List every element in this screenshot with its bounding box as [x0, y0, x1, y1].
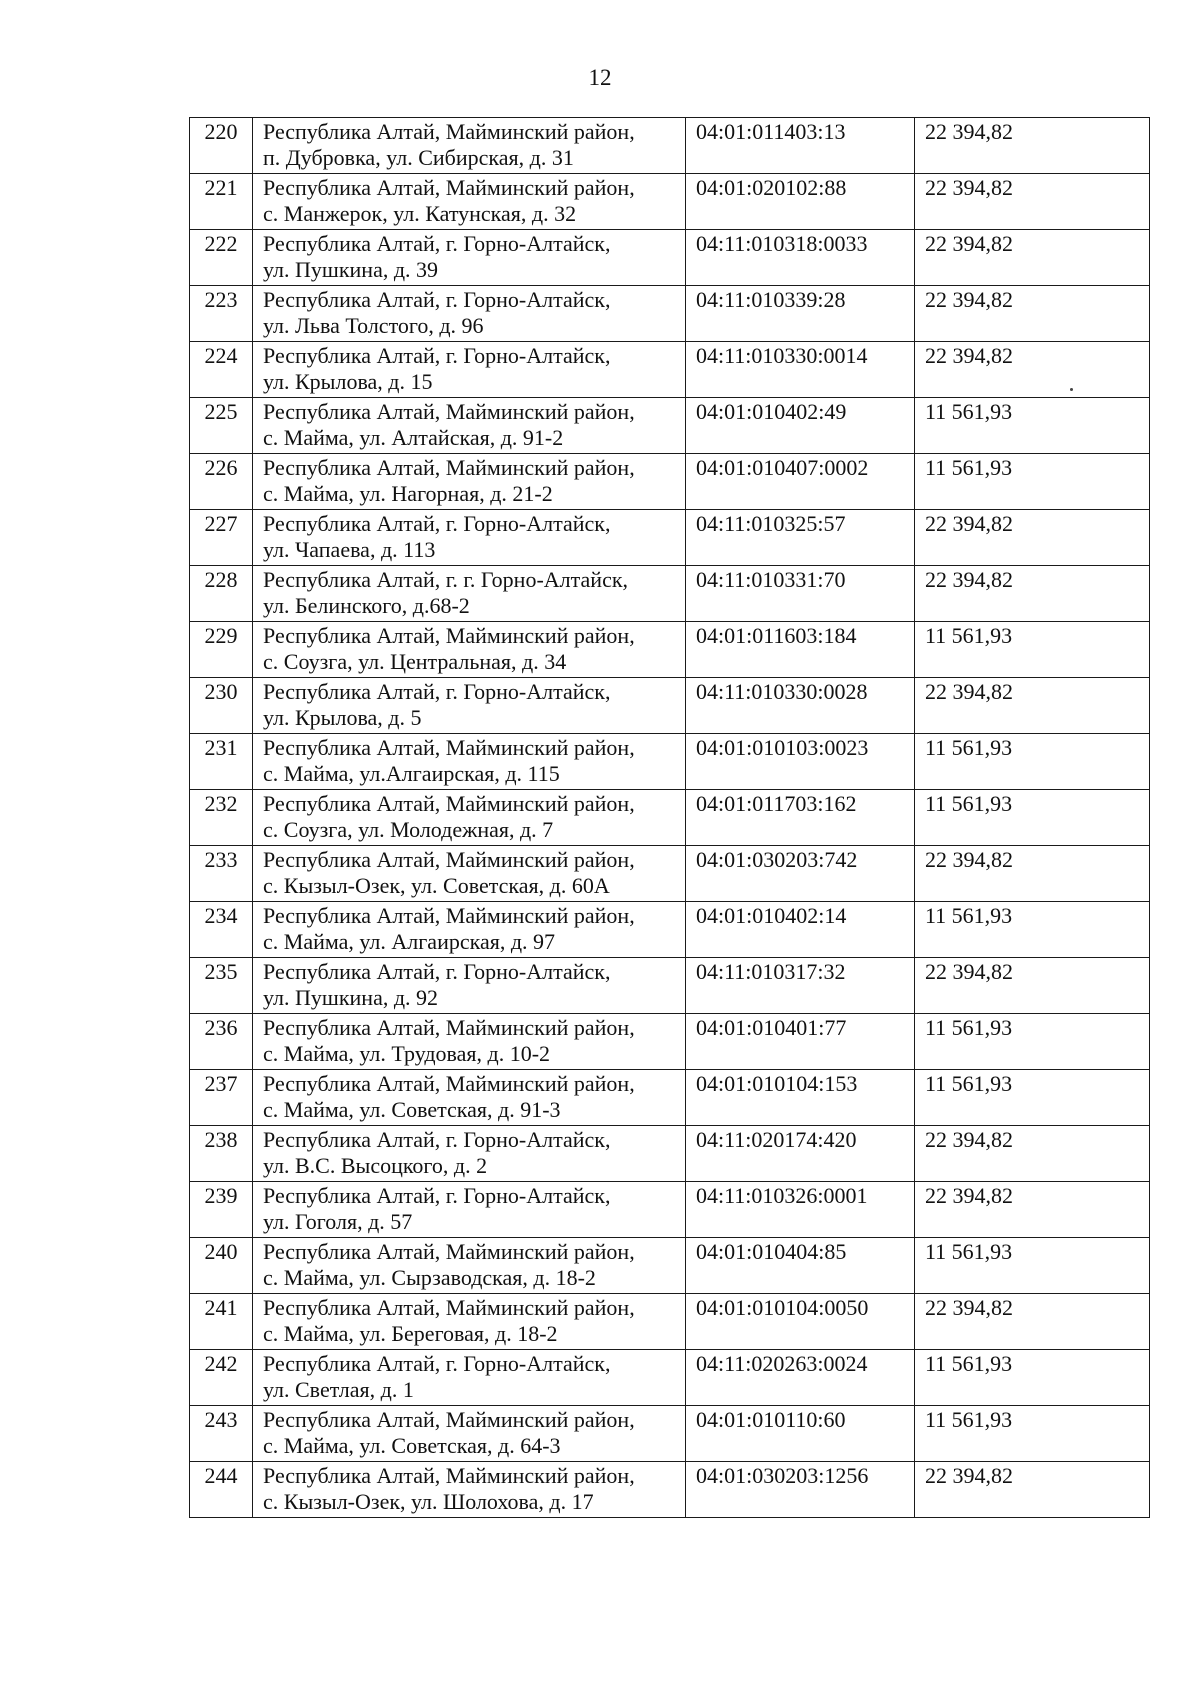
row-number: 243	[204, 1407, 238, 1432]
cadastral-number-cell	[686, 846, 915, 902]
cadastral-number-cell	[686, 790, 915, 846]
row-number-cell	[190, 398, 253, 454]
cadastral-number-cell	[686, 1182, 915, 1238]
cadastral-number-cell	[686, 286, 915, 342]
amount: 11 561,93	[925, 455, 1013, 480]
cadastral-number-cell	[686, 622, 915, 678]
cadastral-number-cell	[686, 1126, 915, 1182]
table-row	[190, 958, 1150, 1014]
row-number-cell	[190, 1182, 253, 1238]
address-line-1: Республика Алтай, Майминский район,	[263, 1407, 635, 1432]
address-cell	[253, 566, 686, 622]
address-line-2: ул. Пушкина, д. 92	[263, 985, 439, 1010]
row-number-cell	[190, 1294, 253, 1350]
cadastral-number: 04:01:030203:742	[696, 847, 858, 872]
table-row	[190, 1462, 1150, 1518]
address-line-2: с. Майма, ул. Трудовая, д. 10-2	[263, 1041, 551, 1066]
address-line-1: Республика Алтай, г. Горно-Алтайск,	[263, 343, 611, 368]
table-row	[190, 1014, 1150, 1070]
amount-cell	[915, 622, 1150, 678]
amount-cell	[915, 902, 1150, 958]
address-cell	[253, 398, 686, 454]
row-number: 237	[204, 1071, 238, 1096]
amount-cell	[915, 230, 1150, 286]
table-row	[190, 510, 1150, 566]
address-line-1: Республика Алтай, Майминский район,	[263, 1463, 635, 1488]
row-number-cell	[190, 454, 253, 510]
amount: 22 394,82	[925, 959, 1013, 984]
row-number-cell	[190, 1350, 253, 1406]
amount: 22 394,82	[925, 1183, 1013, 1208]
table-row	[190, 174, 1150, 230]
cadastral-number-cell	[686, 678, 915, 734]
address-line-1: Республика Алтай, г. Горно-Алтайск,	[263, 679, 611, 704]
cadastral-number: 04:11:010318:0033	[696, 231, 868, 256]
row-number: 233	[204, 847, 238, 872]
table-row	[190, 286, 1150, 342]
address-line-1: Республика Алтай, г. Горно-Алтайск,	[263, 1127, 611, 1152]
row-number: 240	[204, 1239, 238, 1264]
row-number-cell	[190, 958, 253, 1014]
address-cell	[253, 622, 686, 678]
cadastral-number-cell	[686, 958, 915, 1014]
amount-cell	[915, 846, 1150, 902]
row-number: 235	[204, 959, 238, 984]
cadastral-number-cell	[686, 510, 915, 566]
address-cell	[253, 1462, 686, 1518]
amount: 22 394,82	[925, 175, 1013, 200]
address-cell	[253, 846, 686, 902]
amount: 22 394,82	[925, 343, 1013, 368]
address-line-1: Республика Алтай, г. Горно-Алтайск,	[263, 959, 611, 984]
address-line-2: ул. Льва Толстого, д. 96	[263, 313, 484, 338]
address-line-1: Республика Алтай, Майминский район,	[263, 399, 635, 424]
amount-cell	[915, 566, 1150, 622]
row-number-cell	[190, 566, 253, 622]
row-number: 222	[204, 231, 238, 256]
address-line-2: с. Соузга, ул. Центральная, д. 34	[263, 649, 567, 674]
row-number: 221	[204, 175, 238, 200]
address-line-1: Республика Алтай, г. Горно-Алтайск,	[263, 231, 611, 256]
amount-cell	[915, 1294, 1150, 1350]
address-cell	[253, 678, 686, 734]
cadastral-number: 04:11:020263:0024	[696, 1351, 868, 1376]
address-cell	[253, 1126, 686, 1182]
amount: 22 394,82	[925, 1463, 1013, 1488]
address-cell	[253, 174, 686, 230]
cadastral-number-cell	[686, 454, 915, 510]
cadastral-number-cell	[686, 1350, 915, 1406]
table-row	[190, 1126, 1150, 1182]
amount-cell	[915, 286, 1150, 342]
amount: 11 561,93	[925, 1071, 1013, 1096]
cadastral-number-cell	[686, 902, 915, 958]
amount: 11 561,93	[925, 791, 1013, 816]
address-line-1: Республика Алтай, Майминский район,	[263, 735, 635, 760]
address-cell	[253, 1070, 686, 1126]
address-line-2: ул. Чапаева, д. 113	[263, 537, 436, 562]
address-line-2: с. Кызыл-Озек, ул. Советская, д. 60А	[263, 873, 610, 898]
table-row	[190, 846, 1150, 902]
amount: 11 561,93	[925, 1407, 1013, 1432]
amount-cell	[915, 118, 1150, 174]
amount-cell	[915, 958, 1150, 1014]
row-number-cell	[190, 734, 253, 790]
address-line-2: ул. Белинского, д.68-2	[263, 593, 470, 618]
address-cell	[253, 1294, 686, 1350]
cadastral-number-cell	[686, 1238, 915, 1294]
cadastral-number-cell	[686, 118, 915, 174]
row-number: 238	[204, 1127, 238, 1152]
cadastral-number-cell	[686, 1406, 915, 1462]
table-row	[190, 1406, 1150, 1462]
address-line-1: Республика Алтай, г. г. Горно-Алтайск,	[263, 567, 629, 592]
address-line-2: с. Соузга, ул. Молодежная, д. 7	[263, 817, 554, 842]
amount-cell	[915, 1462, 1150, 1518]
amount: 11 561,93	[925, 623, 1013, 648]
address-line-1: Республика Алтай, Майминский район,	[263, 455, 635, 480]
cadastral-number: 04:11:010339:28	[696, 287, 846, 312]
cadastral-number: 04:11:010325:57	[696, 511, 846, 536]
row-number-cell	[190, 118, 253, 174]
row-number: 234	[204, 903, 238, 928]
amount-cell	[915, 790, 1150, 846]
amount-cell	[915, 342, 1150, 398]
table-row	[190, 1070, 1150, 1126]
row-number: 242	[204, 1351, 238, 1376]
address-line-1: Республика Алтай, Майминский район,	[263, 623, 635, 648]
address-cell	[253, 958, 686, 1014]
address-cell	[253, 230, 686, 286]
cadastral-number: 04:11:010326:0001	[696, 1183, 868, 1208]
cadastral-number-cell	[686, 1070, 915, 1126]
cadastral-number-cell	[686, 734, 915, 790]
address-line-2: ул. Крылова, д. 5	[263, 705, 422, 730]
row-number: 232	[204, 791, 238, 816]
address-cell	[253, 1406, 686, 1462]
row-number: 229	[204, 623, 238, 648]
row-number-cell	[190, 622, 253, 678]
cadastral-number: 04:01:010407:0002	[696, 455, 869, 480]
row-number-cell	[190, 286, 253, 342]
table-row	[190, 566, 1150, 622]
address-line-2: с. Майма, ул. Алгаирская, д. 97	[263, 929, 556, 954]
address-line-2: ул. Светлая, д. 1	[263, 1377, 414, 1402]
cadastral-number-cell	[686, 230, 915, 286]
amount-cell	[915, 1126, 1150, 1182]
cadastral-number: 04:01:010404:85	[696, 1239, 847, 1264]
address-line-1: Республика Алтай, Майминский район,	[263, 175, 635, 200]
cadastral-number: 04:01:010103:0023	[696, 735, 869, 760]
table-row	[190, 678, 1150, 734]
row-number-cell	[190, 902, 253, 958]
row-number-cell	[190, 1406, 253, 1462]
address-cell	[253, 454, 686, 510]
row-number-cell	[190, 230, 253, 286]
amount: 11 561,93	[925, 1239, 1013, 1264]
amount-cell	[915, 734, 1150, 790]
row-number: 226	[204, 455, 238, 480]
table-row	[190, 342, 1150, 398]
cadastral-number: 04:11:010317:32	[696, 959, 846, 984]
cadastral-number: 04:01:011703:162	[696, 791, 857, 816]
address-cell	[253, 286, 686, 342]
amount-cell	[915, 174, 1150, 230]
address-line-1: Республика Алтай, г. Горно-Алтайск,	[263, 1351, 611, 1376]
address-cell	[253, 342, 686, 398]
address-line-1: Республика Алтай, Майминский район,	[263, 1071, 635, 1096]
table-row	[190, 902, 1150, 958]
address-line-2: с. Майма, ул. Сырзаводская, д. 18-2	[263, 1265, 596, 1290]
amount: 22 394,82	[925, 287, 1013, 312]
row-number-cell	[190, 1070, 253, 1126]
address-cell	[253, 1350, 686, 1406]
cadastral-number-cell	[686, 342, 915, 398]
row-number: 225	[204, 399, 238, 424]
amount: 11 561,93	[925, 735, 1013, 760]
address-line-1: Республика Алтай, Майминский район,	[263, 791, 635, 816]
cadastral-number-cell	[686, 398, 915, 454]
table-row	[190, 398, 1150, 454]
cadastral-number-cell	[686, 1294, 915, 1350]
cadastral-number: 04:11:020174:420	[696, 1127, 857, 1152]
table-row	[190, 790, 1150, 846]
row-number-cell	[190, 846, 253, 902]
row-number: 239	[204, 1183, 238, 1208]
row-number: 228	[204, 567, 238, 592]
row-number: 236	[204, 1015, 238, 1040]
cadastral-number-cell	[686, 566, 915, 622]
amount: 22 394,82	[925, 511, 1013, 536]
address-line-1: Республика Алтай, г. Горно-Алтайск,	[263, 511, 611, 536]
amount: 11 561,93	[925, 903, 1013, 928]
row-number: 227	[204, 511, 238, 536]
amount: 22 394,82	[925, 231, 1013, 256]
address-line-2: с. Майма, ул. Алтайская, д. 91-2	[263, 425, 564, 450]
address-cell	[253, 1182, 686, 1238]
address-line-1: Республика Алтай, г. Горно-Алтайск,	[263, 1183, 611, 1208]
address-cell	[253, 1238, 686, 1294]
table-row	[190, 1294, 1150, 1350]
amount: 22 394,82	[925, 847, 1013, 872]
table-row	[190, 734, 1150, 790]
row-number: 244	[204, 1463, 238, 1488]
row-number-cell	[190, 342, 253, 398]
row-number-cell	[190, 174, 253, 230]
address-cell	[253, 790, 686, 846]
row-number-cell	[190, 1238, 253, 1294]
cadastral-number: 04:01:010110:60	[696, 1407, 846, 1432]
address-line-2: с. Майма, ул.Алгаирская, д. 115	[263, 761, 560, 786]
address-cell	[253, 734, 686, 790]
scan-speck	[1070, 388, 1073, 391]
address-line-2: с. Майма, ул. Нагорная, д. 21-2	[263, 481, 553, 506]
cadastral-number-cell	[686, 1014, 915, 1070]
row-number-cell	[190, 1014, 253, 1070]
address-line-1: Республика Алтай, Майминский район,	[263, 119, 635, 144]
address-cell	[253, 510, 686, 566]
address-line-2: с. Кызыл-Озек, ул. Шолохова, д. 17	[263, 1489, 594, 1514]
amount-cell	[915, 1350, 1150, 1406]
address-line-1: Республика Алтай, Майминский район,	[263, 1015, 635, 1040]
amount-cell	[915, 1014, 1150, 1070]
address-cell	[253, 902, 686, 958]
amount: 22 394,82	[925, 119, 1013, 144]
cadastral-number: 04:01:011603:184	[696, 623, 857, 648]
cadastral-number: 04:01:020102:88	[696, 175, 847, 200]
address-line-2: ул. В.С. Высоцкого, д. 2	[263, 1153, 488, 1178]
address-line-1: Республика Алтай, Майминский район,	[263, 847, 635, 872]
amount: 22 394,82	[925, 567, 1013, 592]
table-row	[190, 1350, 1150, 1406]
address-line-1: Республика Алтай, Майминский район,	[263, 903, 635, 928]
row-number: 223	[204, 287, 238, 312]
amount: 11 561,93	[925, 399, 1013, 424]
row-number: 220	[204, 119, 238, 144]
table-row	[190, 454, 1150, 510]
row-number: 230	[204, 679, 238, 704]
row-number-cell	[190, 1126, 253, 1182]
address-line-2: с. Манжерок, ул. Катунская, д. 32	[263, 201, 577, 226]
cadastral-number: 04:01:030203:1256	[696, 1463, 869, 1488]
amount-cell	[915, 1070, 1150, 1126]
amount: 22 394,82	[925, 1127, 1013, 1152]
table-row	[190, 118, 1150, 174]
address-line-2: п. Дубровка, ул. Сибирская, д. 31	[263, 145, 574, 170]
row-number: 224	[204, 343, 238, 368]
cadastral-number-cell	[686, 1462, 915, 1518]
amount-cell	[915, 510, 1150, 566]
amount-cell	[915, 1238, 1150, 1294]
address-line-2: ул. Крылова, д. 15	[263, 369, 433, 394]
cadastral-number: 04:01:010402:49	[696, 399, 847, 424]
address-cell	[253, 118, 686, 174]
address-line-1: Республика Алтай, г. Горно-Алтайск,	[263, 287, 611, 312]
row-number-cell	[190, 790, 253, 846]
address-line-2: с. Майма, ул. Советская, д. 91-3	[263, 1097, 561, 1122]
cadastral-number-cell	[686, 174, 915, 230]
amount-cell	[915, 678, 1150, 734]
address-line-2: ул. Пушкина, д. 39	[263, 257, 439, 282]
amount: 22 394,82	[925, 1295, 1013, 1320]
address-line-2: с. Майма, ул. Береговая, д. 18-2	[263, 1321, 558, 1346]
cadastral-number: 04:01:010104:0050	[696, 1295, 869, 1320]
registry-table-body	[190, 118, 1150, 1518]
amount: 22 394,82	[925, 679, 1013, 704]
address-line-1: Республика Алтай, Майминский район,	[263, 1295, 635, 1320]
table-row	[190, 1182, 1150, 1238]
amount-cell	[915, 454, 1150, 510]
address-line-2: ул. Гоголя, д. 57	[263, 1209, 413, 1234]
table-row	[190, 1238, 1150, 1294]
table-row	[190, 622, 1150, 678]
cadastral-number: 04:11:010330:0014	[696, 343, 868, 368]
cadastral-number: 04:01:010402:14	[696, 903, 847, 928]
row-number: 231	[204, 735, 238, 760]
cadastral-number: 04:01:010104:153	[696, 1071, 858, 1096]
property-registry-table	[189, 117, 1150, 1518]
amount-cell	[915, 398, 1150, 454]
amount-cell	[915, 1406, 1150, 1462]
row-number-cell	[190, 510, 253, 566]
address-line-2: с. Майма, ул. Советская, д. 64-3	[263, 1433, 561, 1458]
row-number: 241	[204, 1295, 238, 1320]
cadastral-number: 04:01:011403:13	[696, 119, 846, 144]
cadastral-number: 04:11:010330:0028	[696, 679, 868, 704]
amount-cell	[915, 1182, 1150, 1238]
row-number-cell	[190, 678, 253, 734]
address-line-1: Республика Алтай, Майминский район,	[263, 1239, 635, 1264]
row-number-cell	[190, 1462, 253, 1518]
cadastral-number: 04:11:010331:70	[696, 567, 846, 592]
cadastral-number: 04:01:010401:77	[696, 1015, 847, 1040]
address-cell	[253, 1014, 686, 1070]
amount: 11 561,93	[925, 1015, 1013, 1040]
table-row	[190, 230, 1150, 286]
amount: 11 561,93	[925, 1351, 1013, 1376]
page-number: 12	[588, 65, 612, 90]
